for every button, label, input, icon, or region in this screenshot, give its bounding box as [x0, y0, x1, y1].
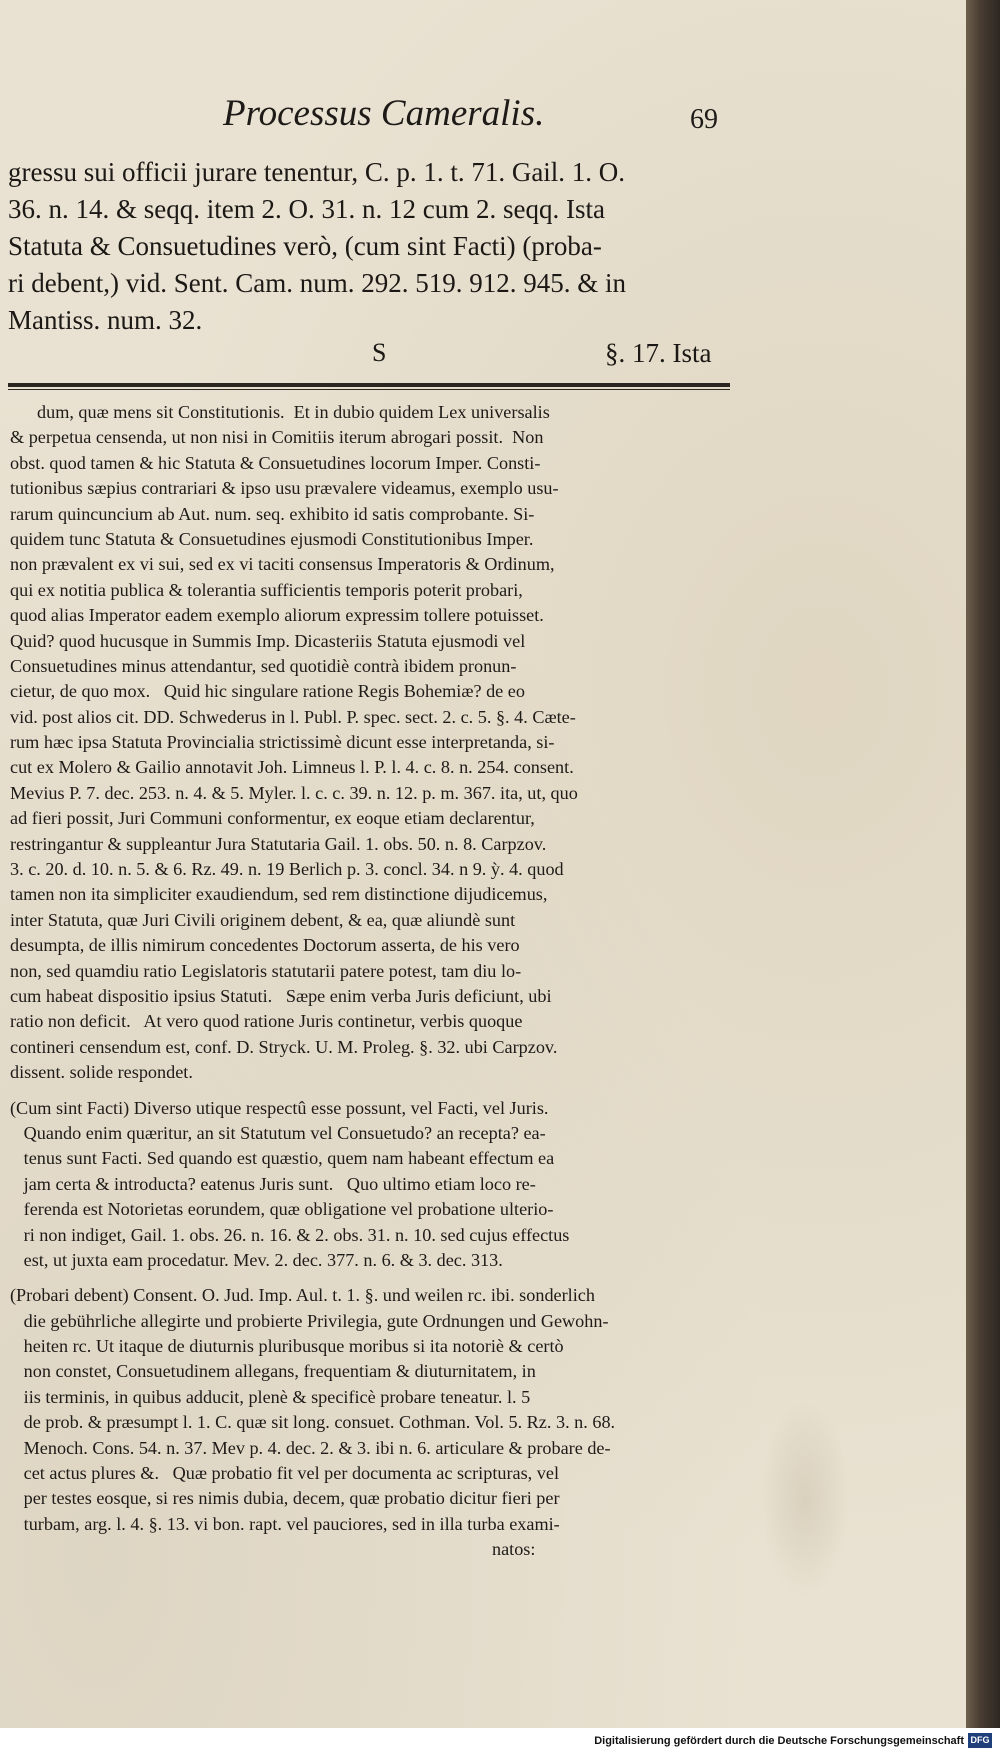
text-line: Quando enim quæritur, an sit Statutum vel Consuetudo? an recepta? ea-	[10, 1122, 546, 1143]
paragraph	[10, 1283, 730, 1562]
text-line: cet actus plures &. Quæ probatio fit vel per documenta ac scripturas, vel	[10, 1463, 559, 1484]
catchword: §. 17. Ista	[605, 338, 712, 368]
text-line: rarum quincuncium ab Aut. num. seq. exhibito id satis comprobante. Si-	[10, 503, 535, 524]
text-line: tutionibus sæpius contrariari & ipso usu prævalere videamus, exemplo usu-	[10, 478, 559, 499]
top-line: 36. n. 14. & seqq. item 2. O. 31. n. 12 cum 2. seqq. Ista	[8, 194, 605, 224]
text-line: quod alias Imperator eadem exemplo aliorum expressim tollere potuisset.	[10, 605, 544, 626]
footer-credit: Digitalisierung gefördert durch die Deutsche Forschungsgemeinschaft	[594, 1735, 964, 1747]
text-line: ferenda est Notorietas eorundem, quæ obligatione vel probatione ulterio-	[10, 1199, 554, 1220]
text-line: jam certa & introducta? eatenus Juris sunt. Quo ultimo etiam loco re-	[10, 1173, 536, 1194]
text-line: (Probari debent) Consent. O. Jud. Imp. Aul. t. 1. §. und weilen rc. ibi. sonderlich	[10, 1285, 595, 1306]
text-line: natos:	[10, 1539, 536, 1560]
text-line: ratio non deficit. At vero quod ratione Juris continetur, verbis quoque	[10, 1011, 523, 1032]
dfg-logo: DFG	[968, 1733, 992, 1748]
top-line: Mantiss. num. 32.	[8, 305, 203, 335]
text-line: ad fieri possit, Juri Communi conformentur, ex eoque etiam declarentur,	[10, 808, 535, 829]
text-line: 3. c. 20. d. 10. n. 5. & 6. Rz. 49. n. 19 Berlich p. 3. concl. 34. n 9. ỳ. 4. quod	[10, 859, 564, 880]
top-line: gressu sui officii jurare tenentur, C. p. 1. t. 71. Gail. 1. O.	[8, 157, 626, 187]
text-line: contineri censendum est, conf. D. Stryck. U. M. Proleg. §. 32. ubi Carpzov.	[10, 1036, 558, 1057]
text-line: cut ex Molero & Gailio annotavit Joh. Limneus l. P. l. 4. c. 8. n. 254. consent.	[10, 757, 574, 778]
text-line: tenus sunt Facti. Sed quando est quæstio, quem nam habeant effectum ea	[10, 1148, 555, 1169]
top-line: ri debent,) vid. Sent. Cam. num. 292. 519. 912. 945. & in	[8, 268, 626, 298]
paper-stain	[760, 1400, 850, 1600]
text-line: cum habeat dispositio ipsius Statuti. Sæpe enim verba Juris deficiunt, ubi	[10, 985, 552, 1006]
text-line: restringantur & suppleantur Jura Statutaria Gail. 1. obs. 50. n. 8. Carpzov.	[10, 833, 547, 854]
running-header: Processus Cameralis.	[223, 93, 545, 134]
top-line: Statuta & Consuetudines verò, (cum sint Facti) (proba-	[8, 231, 602, 261]
text-line: tamen non ita simpliciter exaudiendum, sed rem distinctione dijudicemus,	[10, 884, 548, 905]
text-line: non, sed quamdiu ratio Legislatoris statutarii patere potest, tam diu lo-	[10, 960, 522, 981]
text-line: Quid? quod hucusque in Summis Imp. Dicasteriis Statuta ejusmodi vel	[10, 630, 526, 651]
page-number: 69	[690, 104, 718, 135]
text-line: heiten rc. Ut itaque de diuturnis pluribusque moribus si ita notoriè & certò	[10, 1336, 564, 1357]
text-line: rum hæc ipsa Statuta Provincialia strictissimè dicunt esse interpretanda, si-	[10, 732, 555, 753]
text-line: & perpetua censenda, ut non nisi in Comitiis iterum abrogari possit. Non	[10, 427, 544, 448]
text-line: die gebührliche allegirte und probierte Privilegia, gute Ordnungen und Gewohn-	[10, 1310, 609, 1331]
text-line: inter Statuta, quæ Juri Civili originem debent, & ea, quæ aliundè sunt	[10, 909, 516, 930]
text-line: Menoch. Cons. 54. n. 37. Mev p. 4. dec. 2. & 3. ibi n. 6. articulare & probare de-	[10, 1437, 611, 1458]
text-line: dum, quæ mens sit Constitutionis. Et in dubio quidem Lex universalis	[37, 402, 550, 422]
text-line: Mevius P. 7. dec. 253. n. 4. & 5. Myler. l. c. c. 39. n. 12. p. m. 367. ita, ut, quo	[10, 782, 578, 803]
text-line: desumpta, de illis nimirum concedentes Doctorum asserta, de his vero	[10, 935, 520, 956]
text-line: de prob. & præsumpt l. 1. C. quæ sit long. consuet. Cothman. Vol. 5. Rz. 3. n. 68.	[10, 1412, 616, 1433]
text-line: turbam, arg. l. 4. §. 13. vi bon. rapt. vel pauciores, sed in illa turba exami-	[10, 1513, 560, 1534]
text-line: obst. quod tamen & hic Statuta & Consuetudines locorum Imper. Consti-	[10, 452, 541, 473]
paragraph	[10, 1096, 730, 1274]
text-line: non prævalent ex vi sui, sed ex vi taciti consensus Imperatoris & Ordinum,	[10, 554, 555, 575]
text-line: per testes eosque, si res nimis dubia, decem, quæ probatio dicitur fieri per	[10, 1488, 560, 1509]
text-line: Consuetudines minus attendantur, sed quotidiè contrà ibidem pronun-	[10, 655, 517, 676]
text-line: dissent. solide respondet.	[10, 1062, 193, 1083]
text-line: cietur, de quo mox. Quid hic singulare ratione Regis Bohemiæ? de eo	[10, 681, 525, 702]
divider-rule	[8, 383, 730, 387]
text-line: qui ex notitia publica & tolerantia sufficientis temporis poterit probari,	[10, 579, 523, 600]
text-line: quidem tunc Statuta & Consuetudines ejusmodi Constitutionibus Imper.	[10, 528, 534, 549]
text-line: est, ut juxta eam procedatur. Mev. 2. dec. 377. n. 6. & 3. dec. 313.	[10, 1249, 503, 1270]
text-line: iis terminis, in quibus adducit, plenè & specificè probare teneatur. l. 5	[10, 1386, 531, 1407]
divider-rule-thin	[8, 389, 730, 390]
text-line: ri non indiget, Gail. 1. obs. 26. n. 16. & 2. obs. 31. n. 10. sed cujus effectus	[10, 1224, 570, 1245]
top-text-block	[8, 154, 738, 339]
text-line: vid. post alios cit. DD. Schwederus in l. Publ. P. spec. sect. 2. c. 5. §. 4. Cæte-	[10, 706, 576, 727]
text-line: (Cum sint Facti) Diverso utique respectû esse possunt, vel Facti, vel Juris.	[10, 1097, 549, 1118]
annotation-text	[10, 400, 730, 1573]
page-edge	[966, 0, 1000, 1728]
text-line: non constet, Consuetudinem allegans, frequentiam & diuturnitatem, in	[10, 1361, 536, 1382]
signature-mark: S	[372, 338, 387, 367]
paragraph	[10, 400, 730, 1086]
